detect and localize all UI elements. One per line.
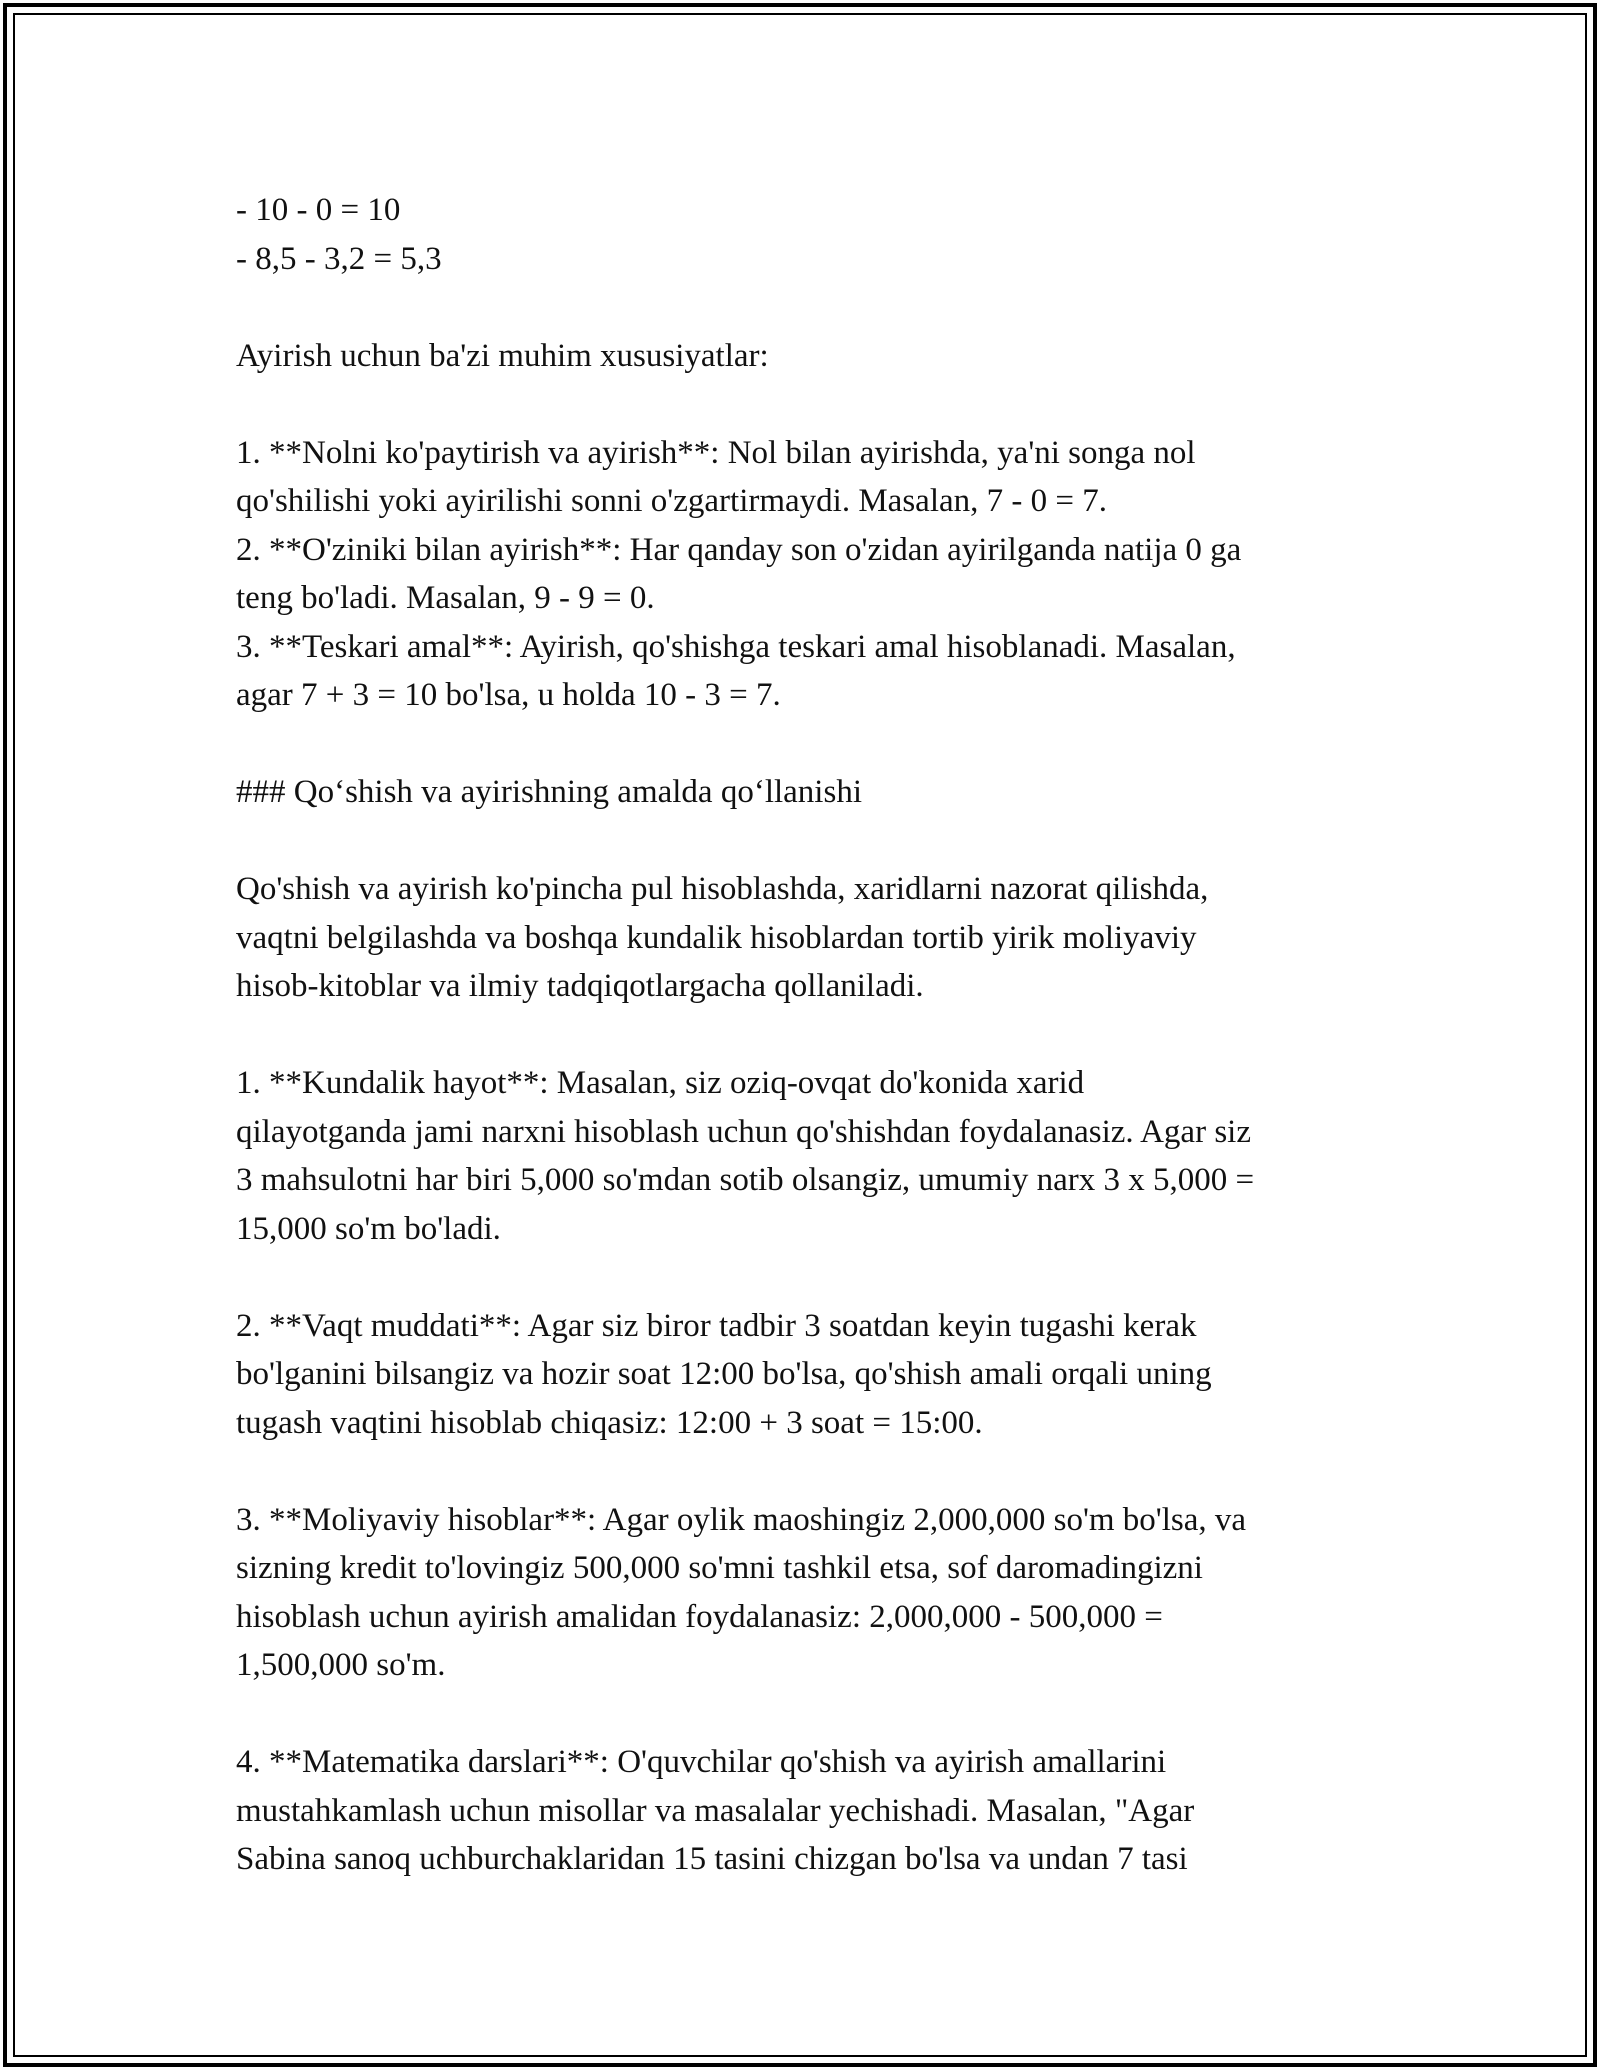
text-line: 3. **Moliyaviy hisoblar**: Agar oylik maoshingiz 2,000,000 so'm bo'lsa, va	[236, 1501, 1247, 1538]
paragraph-gap	[236, 1011, 1396, 1060]
paragraph-gap	[236, 1690, 1396, 1739]
paragraph-gap	[236, 1253, 1396, 1302]
text-line: teng bo'ladi. Masalan, 9 - 9 = 0.	[236, 580, 655, 616]
heading-line: ### Qo‘shish va ayirishning amalda qo‘llanishi	[236, 774, 862, 810]
text-line: hisoblash uchun ayirish amalidan foydalanasiz: 2,000,000 - 500,000 =	[236, 1598, 1163, 1635]
text-line: 1. **Kundalik hayot**: Masalan, siz oziq-ovqat do'konida xarid	[236, 1065, 1085, 1101]
text-line: bo'lganini bilsangiz va hozir soat 12:00 bo'lsa, qo'shish amali orqali uning	[236, 1356, 1212, 1392]
text-line: vaqtni belgilashda va boshqa kundalik hisoblardan tortib yirik moliyaviy	[236, 919, 1197, 956]
text-line: Qo'shish va ayirish ko'pincha pul hisoblashda, xaridlarni nazorat qilishda,	[236, 871, 1209, 907]
text-line: 3 mahsulotni har biri 5,000 so'mdan sotib olsangiz, umumiy narx 3 x 5,000 =	[236, 1162, 1255, 1198]
text-line: 1. **Nolni ko'paytirish va ayirish**: Nol bilan ayirishda, ya'ni songa nol	[236, 434, 1196, 471]
text-line: 3. **Teskari amal**: Ayirish, qo'shishga teskari amal hisoblanadi. Masalan,	[236, 628, 1236, 665]
paragraph-gap	[236, 380, 1396, 429]
text-line: Sabina sanoq uchburchaklaridan 15 tasini chizgan bo'lsa va undan 7 tasi	[236, 1841, 1188, 1877]
text-line: 4. **Matematika darslari**: O'quvchilar qo'shish va ayirish amallarini	[236, 1744, 1167, 1780]
paragraph-time	[236, 1302, 1396, 1448]
section-heading	[236, 768, 1396, 817]
document-body	[236, 186, 1396, 1884]
paragraph-daily-life	[236, 1059, 1396, 1253]
paragraph-gap	[236, 720, 1396, 769]
paragraph-subtraction-examples	[236, 186, 1396, 283]
text-line: 2. **O'ziniki bilan ayirish**: Har qanday son o'zidan ayirilganda natija 0 ga	[236, 531, 1242, 568]
paragraph-math-lessons	[236, 1738, 1396, 1884]
text-line: tugash vaqtini hisoblab chiqasiz: 12:00 + 3 soat = 15:00.	[236, 1404, 983, 1441]
text-line: 15,000 so'm bo'ladi.	[236, 1210, 501, 1247]
text-line: sizning kredit to'lovingiz 500,000 so'mni tashkil etsa, sof daromadingizni	[236, 1550, 1203, 1586]
text-line: agar 7 + 3 = 10 bo'lsa, u holda 10 - 3 = 7.	[236, 677, 781, 713]
text-line: Ayirish uchun ba'zi muhim xususiyatlar:	[236, 337, 769, 374]
text-line: hisob-kitoblar va ilmiy tadqiqotlargacha qollaniladi.	[236, 968, 924, 1004]
paragraph-gap	[236, 817, 1396, 866]
paragraph-properties-list	[236, 429, 1396, 720]
paragraph-gap	[236, 1447, 1396, 1496]
text-line: qilayotganda jami narxni hisoblash uchun qo'shishdan foydalanasiz. Agar siz	[236, 1113, 1251, 1150]
text-line: - 10 - 0 = 10	[236, 192, 401, 228]
text-line: 2. **Vaqt muddati**: Agar siz biror tadbir 3 soatdan keyin tugashi kerak	[236, 1307, 1197, 1344]
text-line: mustahkamlash uchun misollar va masalalar yechishadi. Masalan, "Agar	[236, 1792, 1195, 1829]
text-line: 1,500,000 so'm.	[236, 1647, 446, 1683]
paragraph-finance	[236, 1496, 1396, 1690]
paragraph-gap	[236, 283, 1396, 332]
paragraph-properties-intro	[236, 332, 1396, 381]
text-line: qo'shilishi yoki ayirilishi sonni o'zgartirmaydi. Masalan, 7 - 0 = 7.	[236, 483, 1107, 519]
text-line: - 8,5 - 3,2 = 5,3	[236, 240, 442, 277]
paragraph-application-intro	[236, 865, 1396, 1011]
